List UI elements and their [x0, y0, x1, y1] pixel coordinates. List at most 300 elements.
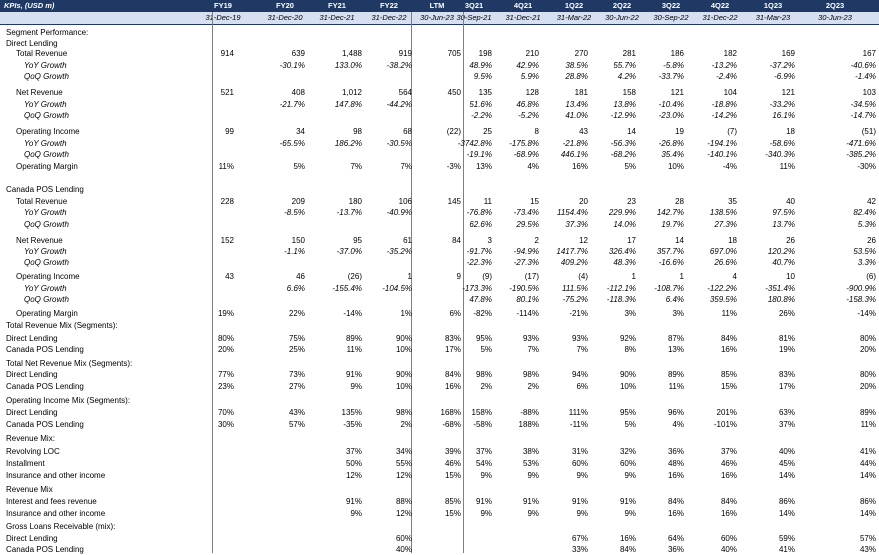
table-cell: 1 [631, 272, 636, 281]
table-cell: -12.9% [610, 111, 636, 120]
table-cell: 120.2% [767, 247, 795, 256]
row-label: QoQ Growth [24, 150, 69, 159]
table-cell: 92% [619, 334, 636, 343]
table-cell: 15 [530, 197, 539, 206]
column-date-fy22: 31-Dec-22 [371, 13, 407, 22]
row-label: Insurance and other income [6, 471, 106, 480]
table-cell: 3% [672, 309, 684, 318]
table-cell: -13.2% [711, 61, 737, 70]
table-cell: 1% [400, 309, 412, 318]
table-cell: 40% [778, 447, 795, 456]
table-cell: 53% [522, 459, 539, 468]
table-cell: 15% [444, 471, 461, 480]
column-date-fy21: 31-Dec-21 [319, 13, 355, 22]
table-cell: 3 [487, 236, 492, 245]
row-label: YoY Growth [24, 247, 67, 256]
table-cell: 9% [576, 509, 588, 518]
table-cell: 6.6% [286, 284, 305, 293]
table-cell: 83% [778, 370, 795, 379]
table-cell: 20% [859, 382, 876, 391]
table-cell: 50% [345, 459, 362, 468]
table-cell: 91% [571, 497, 588, 506]
table-cell: 10 [786, 272, 795, 281]
row-label: Canada POS Lending [6, 185, 84, 194]
table-cell: 16% [571, 162, 588, 171]
table-cell: -33.2% [769, 100, 795, 109]
table-cell: 91% [345, 370, 362, 379]
table-cell: 15% [444, 509, 461, 518]
table-cell: 60% [720, 534, 737, 543]
table-cell: 103 [862, 88, 876, 97]
table-cell: -27.3% [513, 258, 539, 267]
table-cell: 14 [675, 236, 684, 245]
table-cell: 53.5% [853, 247, 876, 256]
table-cell: 12% [395, 509, 412, 518]
table-cell: 16% [667, 471, 684, 480]
table-cell: -73.4% [513, 208, 539, 217]
table-cell: 9% [576, 471, 588, 480]
table-cell: 26% [778, 309, 795, 318]
row-label: QoQ Growth [24, 72, 69, 81]
table-cell: -158.3% [846, 295, 876, 304]
table-cell: 7% [527, 345, 539, 354]
table-cell: 28.8% [565, 72, 588, 81]
table-cell: -8.5% [284, 208, 305, 217]
table-cell: 9% [480, 509, 492, 518]
table-cell: 57% [288, 420, 305, 429]
column-date-ltm: 30-Jun-23 [420, 13, 454, 22]
table-cell: 67% [571, 534, 588, 543]
table-cell: -5.2% [518, 111, 539, 120]
table-cell: 93% [522, 334, 539, 343]
column-header-ltm: LTM [429, 1, 445, 10]
column-date-3q21: 30-Sep-21 [456, 13, 492, 22]
column-header-1q23: 1Q23 [763, 1, 783, 10]
row-label: Direct Lending [6, 39, 58, 48]
table-cell: 2 [534, 236, 539, 245]
row-label: Gross Loans Receivable (mix): [6, 522, 116, 531]
table-cell: 4% [672, 420, 684, 429]
table-cell: 8% [624, 345, 636, 354]
table-cell: 40 [786, 197, 795, 206]
table-cell: 1417.7% [556, 247, 588, 256]
table-cell: 98% [395, 408, 412, 417]
column-header-fy19: FY19 [214, 1, 232, 10]
table-cell: 5% [624, 420, 636, 429]
row-label: QoQ Growth [24, 295, 69, 304]
table-cell: 84 [452, 236, 461, 245]
table-cell: 135% [341, 408, 362, 417]
table-cell: 42 [867, 197, 876, 206]
table-cell: 89% [667, 370, 684, 379]
table-cell: 147.8% [334, 100, 362, 109]
table-cell: 13% [475, 162, 492, 171]
row-label: Total Net Revenue Mix (Segments): [6, 359, 133, 368]
table-cell: 564 [398, 88, 412, 97]
table-cell: 14% [778, 509, 795, 518]
table-cell: 13.7% [772, 220, 795, 229]
table-cell: -175.8% [509, 139, 539, 148]
table-cell: -5.8% [663, 61, 684, 70]
table-cell: 7% [400, 162, 412, 171]
table-cell: 1 [679, 272, 684, 281]
table-cell: -68% [442, 420, 461, 429]
table-cell: 34% [395, 447, 412, 456]
table-cell: 10% [395, 345, 412, 354]
table-cell: 167 [862, 49, 876, 58]
column-header-1q22: 1Q22 [564, 1, 584, 10]
column-date-fy20: 31-Dec-20 [267, 13, 303, 22]
table-cell: -2.4% [716, 72, 737, 81]
table-cell: 37% [475, 447, 492, 456]
table-cell: 4% [527, 162, 539, 171]
table-cell: -30.5% [386, 139, 412, 148]
table-cell: 23 [627, 197, 636, 206]
table-cell: 37.3% [565, 220, 588, 229]
table-cell: 919 [398, 49, 412, 58]
column-header-fy21: FY21 [328, 1, 346, 10]
table-cell: (4) [578, 272, 588, 281]
row-label: Canada POS Lending [6, 420, 84, 429]
table-cell: 93% [571, 334, 588, 343]
table-cell: 55% [395, 459, 412, 468]
column-header-fy22: FY22 [380, 1, 398, 10]
column-header-fy20: FY20 [276, 1, 294, 10]
table-cell: 6.4% [665, 295, 684, 304]
table-cell: 36% [667, 447, 684, 456]
row-label: Revolving LOC [6, 447, 60, 456]
table-cell: 1154.4% [557, 208, 588, 217]
table-cell: 84% [720, 334, 737, 343]
table-cell: -37.0% [336, 247, 362, 256]
table-cell: 111% [568, 408, 588, 417]
table-cell: 2% [527, 382, 539, 391]
table-cell: -114% [516, 309, 539, 318]
table-cell: -900.9% [846, 284, 876, 293]
table-cell: 19 [675, 127, 684, 136]
table-cell: 2% [400, 420, 412, 429]
table-cell: 19% [217, 309, 234, 318]
row-label: QoQ Growth [24, 258, 69, 267]
table-cell: -22.3% [466, 258, 492, 267]
table-cell: 80% [217, 334, 234, 343]
table-cell: -26.8% [658, 139, 684, 148]
sheet-title: KPIs, (USD m) [4, 1, 55, 10]
table-cell: -104.5% [382, 284, 412, 293]
table-cell: -76.8% [466, 208, 492, 217]
table-cell: 111.5% [562, 284, 588, 293]
column-date-4q22: 31-Dec-22 [702, 13, 738, 22]
table-cell: 19% [778, 345, 795, 354]
table-cell: 6% [449, 309, 461, 318]
table-cell: 18 [786, 127, 795, 136]
table-cell: -35% [343, 420, 362, 429]
table-cell: -471.6% [846, 139, 876, 148]
table-cell: 1,012 [341, 88, 362, 97]
table-cell: -37.2% [769, 61, 795, 70]
table-cell: 61 [403, 236, 412, 245]
table-cell: -340.3% [765, 150, 795, 159]
table-cell: 12 [579, 236, 588, 245]
table-cell: 84% [444, 370, 461, 379]
table-cell: 96% [667, 408, 684, 417]
table-cell: 40% [720, 545, 737, 554]
table-cell: 152 [220, 236, 234, 245]
table-cell: 9% [350, 382, 362, 391]
table-cell: 357.7% [656, 247, 684, 256]
table-cell: 23% [217, 382, 234, 391]
column-date-fy19: 31-Dec-19 [205, 13, 241, 22]
table-cell: 14% [859, 509, 876, 518]
table-cell: 38.5% [565, 61, 588, 70]
table-cell: 34 [296, 127, 305, 136]
table-cell: 138.5% [709, 208, 737, 217]
row-label: YoY Growth [24, 61, 67, 70]
table-cell: 41% [778, 545, 795, 554]
table-cell: 14.0% [613, 220, 636, 229]
table-cell: 33% [571, 545, 588, 554]
table-cell: 44% [859, 459, 876, 468]
table-cell: 229.9% [608, 208, 636, 217]
column-header-3q22: 3Q22 [661, 1, 681, 10]
table-cell: 12% [395, 471, 412, 480]
table-cell: 98 [353, 127, 362, 136]
table-cell: -16.6% [658, 258, 684, 267]
table-cell: 80% [859, 334, 876, 343]
table-cell: 16% [444, 382, 461, 391]
row-label: Total Revenue Mix (Segments): [6, 321, 118, 330]
table-cell: 37% [778, 420, 795, 429]
table-cell: 639 [291, 49, 305, 58]
table-cell: 10% [619, 382, 636, 391]
table-cell: 90% [619, 370, 636, 379]
row-label: Revenue Mix: [6, 434, 55, 443]
row-label: Canada POS Lending [6, 382, 84, 391]
table-cell: 30% [217, 420, 234, 429]
table-cell: -38.2% [386, 61, 412, 70]
table-cell: -122.2% [707, 284, 737, 293]
column-date-2q23: 30-Jun-23 [818, 13, 852, 22]
table-cell: 95% [475, 334, 492, 343]
table-cell: 46.8% [516, 100, 539, 109]
table-cell: (51) [861, 127, 876, 136]
table-cell: 181 [574, 88, 588, 97]
table-cell: 25 [483, 127, 492, 136]
table-cell: 168% [440, 408, 461, 417]
table-cell: 198 [478, 49, 492, 58]
header-date-row [0, 12, 879, 25]
table-cell: -65.5% [279, 139, 305, 148]
table-cell: 89% [345, 334, 362, 343]
table-cell: 48.3% [613, 258, 636, 267]
table-cell: 1,488 [341, 49, 362, 58]
table-cell: -4% [722, 162, 737, 171]
table-cell: -10.4% [658, 100, 684, 109]
table-cell: 446.1% [560, 150, 588, 159]
table-cell: 43% [859, 545, 876, 554]
table-cell: 11 [483, 197, 492, 206]
table-cell: 62.6% [469, 220, 492, 229]
table-cell: -58% [473, 420, 492, 429]
table-cell: 25% [288, 345, 305, 354]
table-cell: 408 [291, 88, 305, 97]
row-label: QoQ Growth [24, 220, 69, 229]
table-cell: (22) [446, 127, 461, 136]
table-cell: 47.8% [469, 295, 492, 304]
table-cell: 11% [218, 162, 234, 171]
table-cell: 90% [395, 334, 412, 343]
table-cell: 35 [728, 197, 737, 206]
table-cell: 29.5% [516, 220, 539, 229]
table-cell: 46 [296, 272, 305, 281]
table-cell: 121 [781, 88, 795, 97]
table-cell: -118.3% [606, 295, 636, 304]
table-cell: 83% [444, 334, 461, 343]
table-cell: 210 [525, 49, 539, 58]
table-cell: 121 [670, 88, 684, 97]
table-cell: -194.1% [707, 139, 737, 148]
table-cell: 13.4% [565, 100, 588, 109]
table-cell: 81% [778, 334, 795, 343]
row-label: Insurance and other income [6, 509, 106, 518]
table-cell: 12% [345, 471, 362, 480]
table-cell: 15% [720, 382, 737, 391]
table-cell: 133.0% [334, 61, 362, 70]
column-header-4q21: 4Q21 [513, 1, 533, 10]
table-cell: 63% [778, 408, 795, 417]
table-cell: 86% [778, 497, 795, 506]
table-cell: 46% [720, 459, 737, 468]
table-cell: -14.7% [850, 111, 876, 120]
table-cell: -18.8% [711, 100, 737, 109]
table-cell: 19.7% [661, 220, 684, 229]
table-cell: -14% [857, 309, 876, 318]
row-label: Total Revenue [16, 49, 68, 58]
table-cell: -68.9% [513, 150, 539, 159]
table-cell: 106 [398, 197, 412, 206]
table-cell: 89% [859, 408, 876, 417]
table-cell: 31% [571, 447, 588, 456]
table-cell: 2% [480, 382, 492, 391]
table-cell: -173.3% [462, 284, 492, 293]
table-cell: 14% [778, 471, 795, 480]
row-label: YoY Growth [24, 100, 67, 109]
table-cell: 450 [447, 88, 461, 97]
table-cell: 142.7% [656, 208, 684, 217]
table-cell: 9 [456, 272, 461, 281]
table-cell: 188% [518, 420, 539, 429]
table-cell: 914 [220, 49, 234, 58]
row-label: YoY Growth [24, 284, 67, 293]
row-label: Direct Lending [6, 370, 58, 379]
table-cell: -108.7% [654, 284, 684, 293]
table-cell: -94.9% [513, 247, 539, 256]
column-date-1q22: 31-Mar-22 [556, 13, 592, 22]
table-cell: 42.9% [516, 61, 539, 70]
table-cell: -21.7% [279, 100, 305, 109]
table-cell: 16% [619, 534, 636, 543]
table-cell: 7% [350, 162, 362, 171]
table-cell: 4.2% [617, 72, 636, 81]
table-cell: 75% [288, 334, 305, 343]
table-cell: 80.1% [516, 295, 539, 304]
table-cell: -3742.8% [457, 139, 492, 148]
table-cell: 9% [527, 509, 539, 518]
table-cell: 26 [867, 236, 876, 245]
table-cell: -40.6% [850, 61, 876, 70]
table-cell: 64% [667, 534, 684, 543]
row-label: YoY Growth [24, 139, 67, 148]
table-cell: -82% [473, 309, 492, 318]
table-cell: 3.3% [857, 258, 876, 267]
table-cell: 55.7% [613, 61, 636, 70]
table-cell: -21.8% [562, 139, 588, 148]
table-cell: 4 [732, 272, 737, 281]
table-cell: 86% [859, 497, 876, 506]
table-cell: 70% [217, 408, 234, 417]
table-cell: 281 [622, 49, 636, 58]
table-cell: 359.5% [709, 295, 737, 304]
table-cell: 40.7% [772, 258, 795, 267]
table-cell: 54% [475, 459, 492, 468]
table-cell: 88% [395, 497, 412, 506]
table-cell: 60% [571, 459, 588, 468]
table-cell: 150 [291, 236, 305, 245]
table-cell: -351.4% [765, 284, 795, 293]
table-cell: -101% [713, 420, 737, 429]
table-cell: 326.4% [608, 247, 636, 256]
table-cell: 17 [627, 236, 636, 245]
row-label: Net Revenue [16, 236, 63, 245]
table-cell: 43 [225, 272, 234, 281]
table-cell: 41.0% [565, 111, 588, 120]
row-label: Interest and fees revenue [6, 497, 97, 506]
table-cell: 11% [346, 345, 362, 354]
table-cell: 10% [667, 162, 684, 171]
row-label: Revenue Mix [6, 485, 53, 494]
table-cell: 5% [293, 162, 305, 171]
table-cell: 41% [859, 447, 876, 456]
table-cell: 186.2% [334, 139, 362, 148]
table-cell: -88% [520, 408, 539, 417]
table-cell: 60% [619, 459, 636, 468]
table-cell: 16.1% [772, 111, 795, 120]
table-cell: 95 [353, 236, 362, 245]
table-cell: 43% [288, 408, 305, 417]
table-cell: 1 [407, 272, 412, 281]
table-cell: 5% [480, 345, 492, 354]
table-cell: 84% [720, 497, 737, 506]
table-cell: 13% [667, 345, 684, 354]
table-cell: 32% [619, 447, 636, 456]
table-cell: 60% [395, 534, 412, 543]
row-label: QoQ Growth [24, 111, 69, 120]
table-cell: 73% [288, 370, 305, 379]
table-cell: 91% [619, 497, 636, 506]
table-cell: 228 [220, 197, 234, 206]
table-cell: 209 [291, 197, 305, 206]
table-cell: 97.5% [772, 208, 795, 217]
table-cell: 5.3% [857, 220, 876, 229]
table-cell: 5% [624, 162, 636, 171]
row-label: Net Revenue [16, 88, 63, 97]
table-cell: 201% [716, 408, 737, 417]
row-label: Total Revenue [16, 197, 68, 206]
table-cell: 82.4% [853, 208, 876, 217]
table-cell: 20 [579, 197, 588, 206]
table-cell: -75.2% [562, 295, 588, 304]
table-cell: -68.2% [610, 150, 636, 159]
